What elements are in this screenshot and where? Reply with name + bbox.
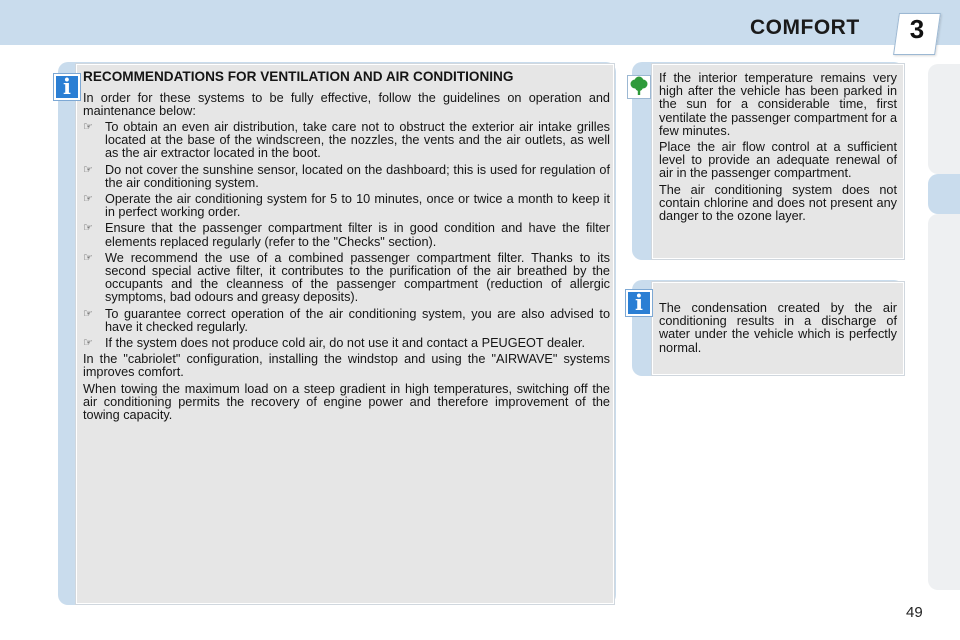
info-icon: i — [626, 290, 652, 316]
list-item: ☞ Operate the air conditioning system for 5 to 10 minutes, once or twice a month to keep it in perfect working order. — [83, 191, 610, 220]
pointing-hand-icon: ☞ — [83, 336, 93, 349]
pointing-hand-icon: ☞ — [83, 307, 93, 320]
main-content — [83, 70, 610, 425]
cabriolet-paragraph: In the "cabriolet" configuration, installing the windstop and using the "AIRWAVE" systems improves comfort. — [83, 352, 610, 380]
eco-text — [659, 72, 897, 226]
tree-icon — [627, 75, 651, 99]
info-text — [659, 302, 897, 358]
list-item: ☞ Do not cover the sunshine sensor, located on the dashboard; this is used for regulation of the air conditioning system. — [83, 162, 610, 190]
side-tab — [928, 214, 960, 590]
pointing-hand-icon: ☞ — [83, 192, 93, 205]
pointing-hand-icon: ☞ — [83, 120, 93, 133]
page-number: 49 — [906, 604, 923, 621]
list-item: ☞ If the system does not produce cold air, do not use it and contact a PEUGEOT dealer. — [83, 335, 586, 350]
list-item: ☞ To obtain an even air distribution, take care not to obstruct the exterior air intake grilles located at the base of the windscreen, the nozzles, the vents and the air outlets, as well as the air extractor located in the boot. — [83, 119, 610, 161]
list-item: ☞ We recommend the use of a combined passenger compartment filter. Thanks to its second special active filter, it contributes to the purification of the air breathed by the occupants and the cleanness of the passenger compartment (reduction of allergic symptoms, bad odours and greasy deposits). — [83, 250, 610, 305]
main-heading: RECOMMENDATIONS FOR VENTILATION AND AIR CONDITIONING — [83, 69, 514, 84]
chapter-number: 3 — [909, 14, 925, 44]
eco-paragraph: Place the air flow control at a sufficient level to provide an adequate renewal of air in the passenger compartment. — [659, 140, 897, 181]
recommendation-list — [83, 121, 610, 350]
side-tab — [928, 64, 960, 174]
list-item: ☞ To guarantee correct operation of the air conditioning system, you are also advised to have it checked regularly. — [83, 306, 610, 334]
side-tab-current-chapter — [928, 174, 960, 214]
towing-paragraph: When towing the maximum load on a steep gradient in high temperatures, switching off the air conditioning permits the recovery of engine power and therefore improvement of the towing capacity. — [83, 381, 610, 422]
pointing-hand-icon: ☞ — [83, 163, 93, 176]
eco-paragraph: The air conditioning system does not contain chlorine and does not present any danger to the ozone layer. — [659, 182, 897, 224]
intro-paragraph: In order for these systems to be fully effective, follow the guidelines on operation and maintenance below: — [83, 90, 610, 118]
pointing-hand-icon: ☞ — [83, 222, 93, 235]
info-icon: i — [54, 74, 80, 100]
pointing-hand-icon: ☞ — [83, 251, 93, 264]
eco-paragraph: If the interior temperature remains very high after the vehicle has been parked in the sun for a considerable time, first ventilate the passenger compartment for a few minutes. — [659, 71, 897, 138]
section-title: COMFORT — [750, 16, 860, 39]
info-paragraph: The condensation created by the air conditioning results in a discharge of water under the vehicle which is perfectly normal. — [659, 301, 897, 355]
list-item: ☞ Ensure that the passenger compartment filter is in good condition and have the filter elements replaced regularly (refer to the "Checks" section). — [83, 221, 610, 249]
